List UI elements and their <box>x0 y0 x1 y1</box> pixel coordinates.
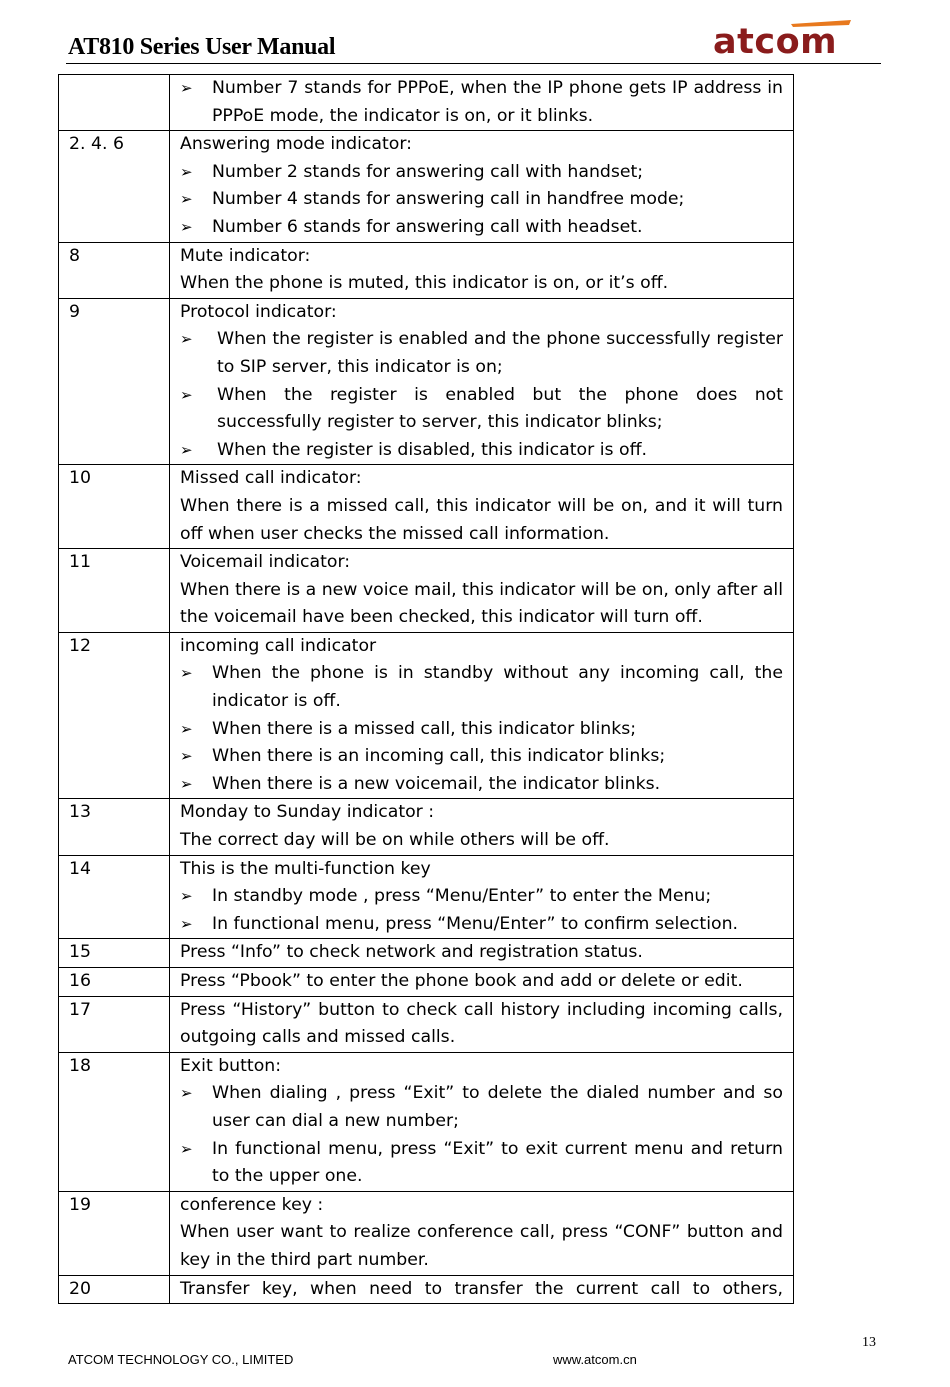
table-row <box>59 968 794 997</box>
item-description <box>170 855 794 939</box>
bullet-text: In standby mode , press “Menu/Enter” to enter the Menu; <box>212 886 712 907</box>
bullet-item <box>180 75 783 130</box>
bullet-item <box>180 159 783 187</box>
item-description <box>170 75 794 131</box>
description-line: Exit button: <box>180 1055 282 1076</box>
arrow-bullet-icon: ➢ <box>180 1084 193 1103</box>
item-number: 12 <box>59 632 170 799</box>
description-line: When the phone is muted, this indicator is on, or it’s off. <box>180 273 669 294</box>
bullet-item <box>180 660 783 715</box>
arrow-bullet-icon: ➢ <box>180 1139 193 1158</box>
arrow-bullet-icon: ➢ <box>180 79 193 97</box>
description-paragraph: When user want to realize conference call, press “CONF” button and key in the third part number. <box>180 1222 783 1270</box>
description-line: conference key : <box>180 1194 324 1215</box>
indicator-table <box>58 74 794 1304</box>
description-line: Voicemail indicator: <box>180 552 351 573</box>
bullet-text: Number 4 stands for answering call in handfree mode; <box>212 189 685 210</box>
bullet-item <box>180 1136 783 1191</box>
item-description <box>170 1191 794 1275</box>
item-number: 19 <box>59 1191 170 1275</box>
item-description <box>170 465 794 549</box>
table-row <box>59 799 794 855</box>
footer-url: www.atcom.cn <box>553 1352 637 1367</box>
description-line: Monday to Sunday indicator : <box>180 802 435 823</box>
atcom-logo <box>711 18 851 58</box>
arrow-bullet-icon: ➢ <box>180 774 193 793</box>
table-row <box>59 465 794 549</box>
bullet-item <box>180 437 783 465</box>
description-line: Protocol indicator: <box>180 301 337 322</box>
table-row <box>59 1275 794 1304</box>
table-row <box>59 632 794 799</box>
bullet-text: When there is a new voicemail, the indicator blinks. <box>212 773 661 794</box>
description-paragraph: Transfer key, when need to transfer the current call to others, <box>180 1278 783 1299</box>
svg-text:atcom: atcom <box>713 22 838 58</box>
bullet-text: Number 2 stands for answering call with handset; <box>212 161 644 182</box>
item-number: 16 <box>59 968 170 997</box>
arrow-bullet-icon: ➢ <box>180 914 193 933</box>
description-line: The correct day will be on while others will be off. <box>180 830 610 851</box>
description-line: Mute indicator: <box>180 245 311 266</box>
table-row <box>59 131 794 242</box>
arrow-bullet-icon: ➢ <box>180 162 193 181</box>
arrow-bullet-icon: ➢ <box>180 217 193 236</box>
bullet-text: When the phone is in standby without any incoming call, the indicator is off. <box>212 663 783 712</box>
table-row <box>59 939 794 968</box>
arrow-bullet-icon: ➢ <box>180 719 193 738</box>
table-row <box>59 855 794 939</box>
bullet-text: Number 6 stands for answering call with headset. <box>212 216 643 237</box>
item-number: 15 <box>59 939 170 968</box>
bullet-text: When the register is enabled and the phone successfully register to SIP server, this indicator is on; <box>217 329 783 377</box>
item-number: 9 <box>59 298 170 465</box>
table-row <box>59 242 794 298</box>
bullet-item <box>180 214 783 242</box>
header-divider <box>66 63 881 64</box>
description-paragraph: When there is a new voice mail, this indicator will be on, only after all the voicemail have been checked, this indicator will turn off. <box>180 579 784 628</box>
table-row <box>59 75 794 131</box>
item-number: 11 <box>59 549 170 633</box>
arrow-bullet-icon: ➢ <box>180 440 193 459</box>
description-line: Missed call indicator: <box>180 468 362 489</box>
item-number: 20 <box>59 1275 170 1304</box>
item-number <box>59 75 170 131</box>
manual-title: AT810 Series User Manual <box>68 34 336 60</box>
description-paragraph: When there is a missed call, this indicator will be on, and it will turn off when user checks the missed call information. <box>180 495 783 544</box>
description-line: Press “Info” to check network and registration status. <box>180 942 643 963</box>
description-line: incoming call indicator <box>180 635 377 656</box>
item-description <box>170 996 794 1052</box>
description-line: This is the multi-function key <box>180 858 431 879</box>
table-row <box>59 996 794 1052</box>
item-description <box>170 131 794 242</box>
item-description <box>170 939 794 968</box>
item-number: 14 <box>59 855 170 939</box>
table-row <box>59 549 794 633</box>
arrow-bullet-icon: ➢ <box>180 330 193 349</box>
item-description <box>170 1275 794 1304</box>
page-number: 13 <box>862 1335 876 1350</box>
bullet-item <box>180 186 783 214</box>
arrow-bullet-icon: ➢ <box>180 887 193 906</box>
bullet-item <box>180 326 783 381</box>
bullet-item <box>180 743 783 771</box>
bullet-item <box>180 883 783 911</box>
bullet-text: In functional menu, press “Menu/Enter” to confirm selection. <box>212 913 739 934</box>
item-description <box>170 799 794 855</box>
bullet-text: When there is an incoming call, this indicator blinks; <box>212 746 666 767</box>
description-paragraph: Press “History” button to check call history including incoming calls, outgoing calls and missed calls. <box>180 999 783 1048</box>
bullet-text: Number 7 stands for PPPoE, when the IP phone gets IP address in PPPoE mode, the indicator is on, or it blinks. <box>212 78 783 126</box>
bullet-text: When the register is disabled, this indicator is off. <box>217 439 647 460</box>
item-number: 10 <box>59 465 170 549</box>
bullet-text: When there is a missed call, this indicator blinks; <box>212 718 637 739</box>
footer-company: ATCOM TECHNOLOGY CO., LIMITED <box>68 1352 294 1367</box>
item-description <box>170 298 794 465</box>
bullet-text: When dialing , press “Exit” to delete the dialed number and so user can dial a new number; <box>212 1083 783 1131</box>
item-description <box>170 632 794 799</box>
description-line: Press “Pbook” to enter the phone book and add or delete or edit. <box>180 971 743 991</box>
item-number: 13 <box>59 799 170 855</box>
arrow-bullet-icon: ➢ <box>180 747 193 766</box>
bullet-text: When the register is enabled but the phone does not successfully register to server, this indicator blinks; <box>217 384 783 433</box>
item-description <box>170 1052 794 1191</box>
bullet-item <box>180 382 783 437</box>
arrow-bullet-icon: ➢ <box>180 664 193 683</box>
arrow-bullet-icon: ➢ <box>180 385 193 404</box>
table-row <box>59 298 794 465</box>
bullet-item <box>180 716 783 744</box>
bullet-item <box>180 911 783 939</box>
arrow-bullet-icon: ➢ <box>180 190 193 209</box>
item-description <box>170 549 794 633</box>
item-number: 18 <box>59 1052 170 1191</box>
item-description <box>170 968 794 997</box>
table-row <box>59 1191 794 1275</box>
description-line: Answering mode indicator: <box>180 134 412 155</box>
table-row <box>59 1052 794 1191</box>
item-number: 17 <box>59 996 170 1052</box>
bullet-item <box>180 1080 783 1135</box>
item-number: 2. 4. 6 <box>59 131 170 242</box>
bullet-text: In functional menu, press “Exit” to exit current menu and return to the upper one. <box>212 1138 783 1187</box>
item-description <box>170 242 794 298</box>
item-number: 8 <box>59 242 170 298</box>
bullet-item <box>180 771 783 799</box>
